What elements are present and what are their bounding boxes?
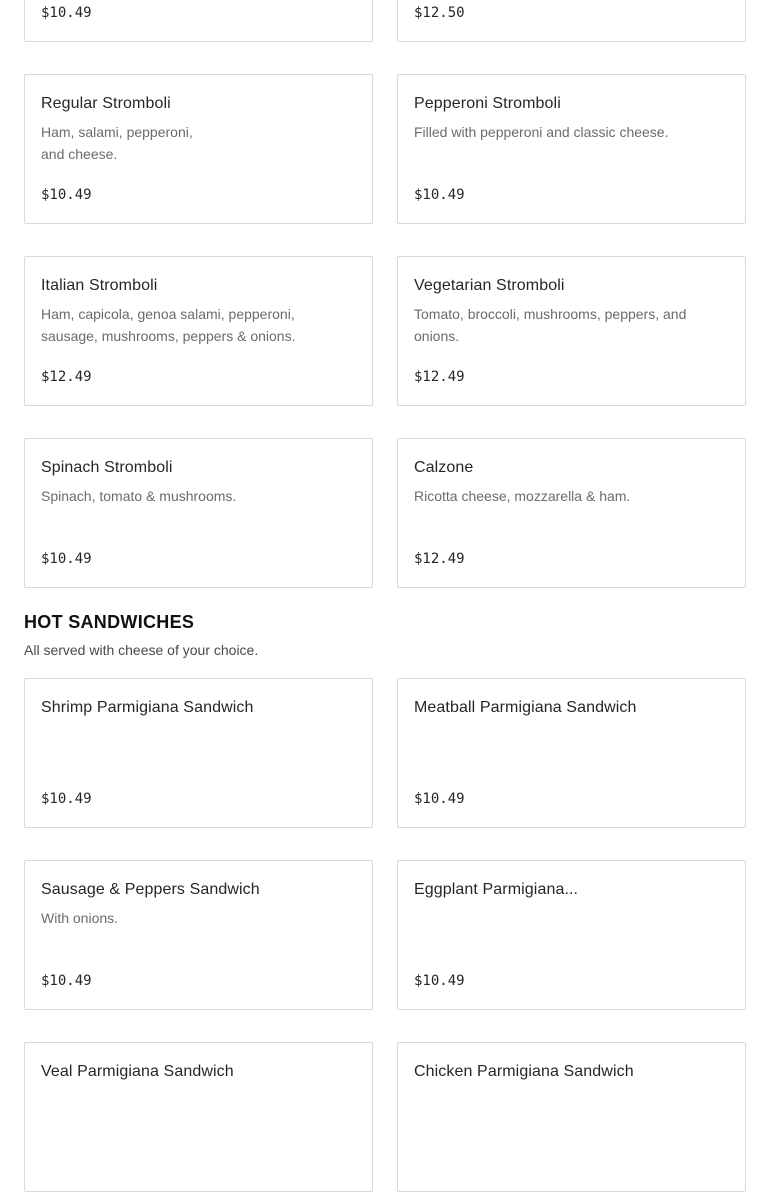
menu-item-sausage-peppers-sandwich[interactable]: [24, 860, 373, 1010]
item-name: Spinach Stromboli: [41, 459, 173, 476]
menu-item-vegetarian-stromboli[interactable]: [397, 256, 746, 406]
item-description: Ricotta cheese, mozzarella & ham.: [414, 488, 631, 504]
menu-item-eggplant-parmigiana[interactable]: [397, 860, 746, 1010]
item-name: Veal Parmigiana Sandwich: [41, 1063, 234, 1080]
item-price: $10.49: [41, 973, 92, 989]
menu-item-pepperoni-stromboli[interactable]: [397, 74, 746, 224]
item-price: $10.49: [414, 791, 465, 807]
item-description: Ham, salami, pepperoni, and cheese.: [41, 124, 193, 162]
menu-item-meatball-parmigiana-sandwich[interactable]: [397, 678, 746, 828]
item-name: Vegetarian Stromboli: [414, 277, 565, 294]
section-title-hot-sandwiches: HOT SANDWICHES: [24, 612, 195, 632]
item-name: Italian Stromboli: [41, 277, 158, 294]
menu-item-spinach-stromboli[interactable]: [24, 438, 373, 588]
item-price: $12.49: [414, 551, 465, 567]
item-price: $10.49: [41, 551, 92, 567]
item-price: $12.49: [414, 369, 465, 385]
item-price: $12.49: [41, 369, 92, 385]
item-name: Regular Stromboli: [41, 95, 171, 112]
item-price: $10.49: [41, 5, 92, 21]
item-name: Calzone: [414, 459, 474, 476]
section-subtitle: All served with cheese of your choice.: [24, 642, 259, 658]
menu-item-veal-parmigiana-sandwich[interactable]: [24, 1042, 373, 1192]
item-price: $10.49: [41, 187, 92, 203]
item-description: With onions.: [41, 910, 119, 926]
menu-item-chicken-parmigiana-sandwich[interactable]: [397, 1042, 746, 1192]
item-description: Filled with pepperoni and classic cheese.: [414, 124, 669, 140]
item-price: $10.49: [414, 187, 465, 203]
item-price: $12.50: [414, 5, 465, 21]
item-name: Chicken Parmigiana Sandwich: [414, 1063, 634, 1080]
menu-item-shrimp-parmigiana-sandwich[interactable]: [24, 678, 373, 828]
menu-item-card[interactable]: [397, 0, 746, 42]
item-name: Pepperoni Stromboli: [414, 95, 561, 112]
menu-item-calzone[interactable]: [397, 438, 746, 588]
item-price: $10.49: [414, 973, 465, 989]
menu-item-italian-stromboli[interactable]: [24, 256, 373, 406]
item-price: $10.49: [41, 791, 92, 807]
item-name: Eggplant Parmigiana...: [414, 881, 579, 898]
item-description: Spinach, tomato & mushrooms.: [41, 488, 237, 504]
item-name: Sausage & Peppers Sandwich: [41, 881, 260, 898]
item-description: Ham, capicola, genoa salami, pepperoni, sausage, mushrooms, peppers & onions.: [41, 306, 296, 344]
menu-item-card[interactable]: [24, 0, 373, 42]
item-description: Tomato, broccoli, mushrooms, peppers, and onions.: [414, 306, 687, 344]
item-name: Meatball Parmigiana Sandwich: [414, 699, 637, 716]
item-name: Shrimp Parmigiana Sandwich: [41, 699, 254, 716]
menu-item-regular-stromboli[interactable]: [24, 74, 373, 224]
